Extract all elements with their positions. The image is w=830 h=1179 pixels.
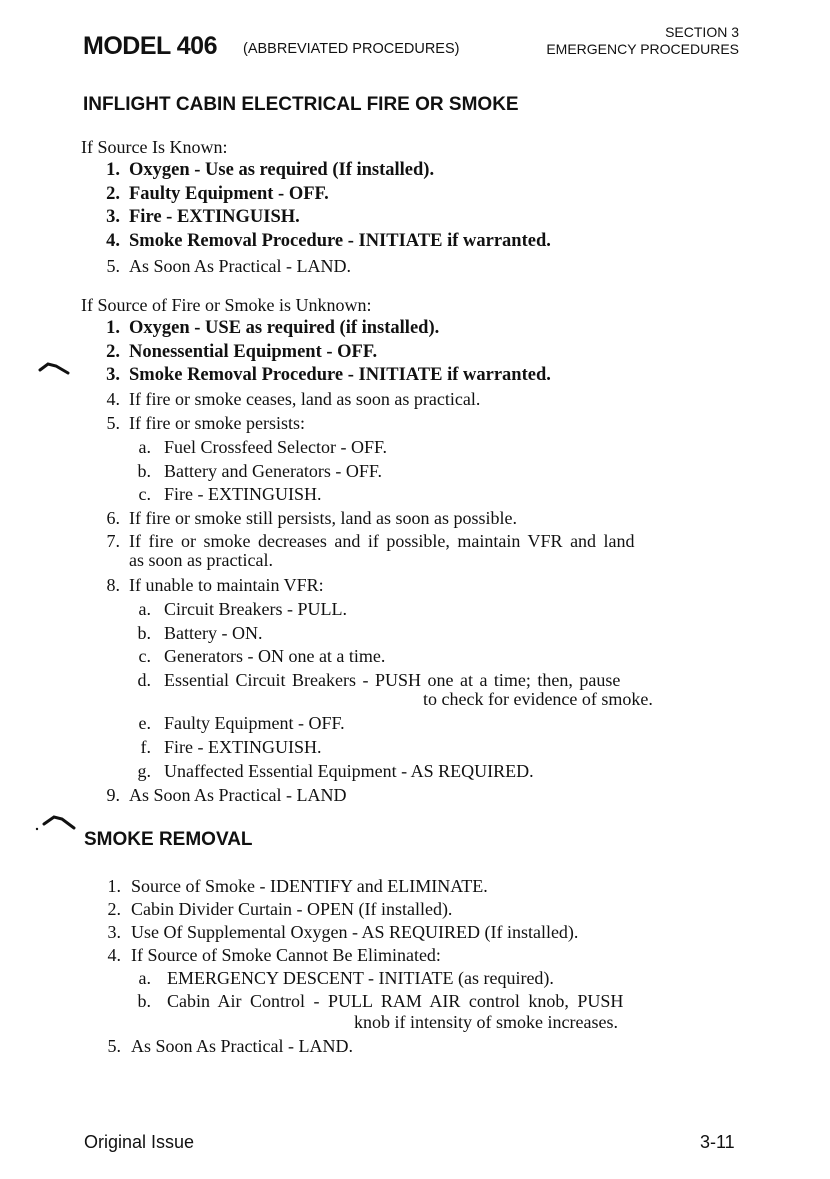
sub-step-text: Unaffected Essential Equipment - AS REQUIRED.: [164, 761, 534, 781]
sub-step-text-continued: knob if intensity of smoke increases.: [354, 1012, 618, 1032]
step-number: 6.: [106, 508, 120, 528]
step-text: If fire or smoke still persists, land as soon as possible.: [129, 508, 517, 528]
step-number: 2.: [106, 342, 120, 362]
model-title: MODEL 406: [83, 32, 217, 60]
step-number: 1.: [106, 160, 120, 180]
step-text: As Soon As Practical - LAND.: [131, 1036, 353, 1056]
step-number: 8.: [106, 575, 120, 595]
sub-step-letter: d.: [137, 670, 151, 690]
step-text: If fire or smoke decreases and if possible, maintain VFR and land: [129, 531, 635, 551]
section-number: SECTION 3: [665, 24, 739, 40]
sub-step-letter: b.: [137, 991, 151, 1011]
sub-step-letter: c.: [138, 646, 151, 666]
revision-mark-icon: [32, 810, 80, 832]
step-text: Cabin Divider Curtain - OPEN (If installed).: [131, 899, 453, 919]
section-title: EMERGENCY PROCEDURES: [546, 41, 739, 57]
sub-step-text: Battery - ON.: [164, 623, 263, 643]
step-text: If unable to maintain VFR:: [129, 575, 324, 595]
step-number: 9.: [106, 785, 120, 805]
step-number: 4.: [107, 945, 121, 965]
step-text: Oxygen - Use as required (If installed).: [129, 160, 435, 180]
step-text: Nonessential Equipment - OFF.: [129, 342, 378, 362]
step-number: 7.: [106, 531, 120, 551]
sub-step-letter: g.: [137, 761, 151, 781]
step-text: If Source of Smoke Cannot Be Eliminated:: [131, 945, 441, 965]
step-text: As Soon As Practical - LAND.: [129, 256, 351, 276]
revision-mark-icon: [38, 360, 78, 382]
known-intro: If Source Is Known:: [81, 137, 228, 157]
section-header: [546, 24, 739, 58]
footer-issue: Original Issue: [84, 1132, 195, 1152]
step-number: 3.: [106, 365, 120, 385]
step-text: If fire or smoke ceases, land as soon as practical.: [129, 389, 481, 409]
step-number: 5.: [107, 1036, 121, 1056]
step-text-continued: as soon as practical.: [129, 550, 273, 570]
sub-step-text: Cabin Air Control - PULL RAM AIR control knob, PUSH: [167, 991, 624, 1011]
sub-step-text: Fuel Crossfeed Selector - OFF.: [164, 437, 388, 457]
abbreviated-procedures-label: (ABBREVIATED PROCEDURES): [243, 41, 460, 57]
sub-step-letter: b.: [137, 623, 151, 643]
sub-step-letter: f.: [140, 737, 151, 757]
sub-step-letter: b.: [137, 461, 151, 481]
sub-step-text: Faulty Equipment - OFF.: [164, 713, 345, 733]
unknown-intro: If Source of Fire or Smoke is Unknown:: [81, 295, 372, 315]
step-number: 5.: [106, 413, 120, 433]
sub-step-letter: a.: [138, 599, 151, 619]
sub-step-text: Fire - EXTINGUISH.: [164, 737, 322, 757]
step-text: Faulty Equipment - OFF.: [129, 184, 329, 204]
sub-step-text: EMERGENCY DESCENT - INITIATE (as required).: [167, 968, 554, 988]
step-text: Source of Smoke - IDENTIFY and ELIMINATE.: [131, 876, 488, 896]
sub-step-letter: a.: [138, 437, 151, 457]
step-text: Smoke Removal Procedure - INITIATE if warranted.: [129, 231, 551, 251]
sub-step-text-continued: to check for evidence of smoke.: [423, 689, 653, 709]
step-number: 3.: [107, 922, 121, 942]
step-text: As Soon As Practical - LAND: [129, 785, 347, 805]
sub-step-letter: c.: [138, 484, 151, 504]
step-text: If fire or smoke persists:: [129, 413, 305, 433]
fire-procedure-title: INFLIGHT CABIN ELECTRICAL FIRE OR SMOKE: [83, 94, 519, 115]
step-number: 4.: [106, 389, 120, 409]
step-number: 4.: [106, 231, 120, 251]
step-number: 1.: [106, 318, 120, 338]
step-text: Use Of Supplemental Oxygen - AS REQUIRED (If installed).: [131, 922, 579, 942]
sub-step-text: Fire - EXTINGUISH.: [164, 484, 322, 504]
page-number: 3-11: [700, 1132, 735, 1152]
sub-step-text: Essential Circuit Breakers - PUSH one at a time; then, pause: [164, 670, 621, 690]
step-number: 3.: [106, 207, 120, 227]
step-text: Smoke Removal Procedure - INITIATE if warranted.: [129, 365, 551, 385]
smoke-removal-title: SMOKE REMOVAL: [84, 829, 253, 850]
step-text: Fire - EXTINGUISH.: [129, 207, 300, 227]
step-number: 5.: [106, 256, 120, 276]
sub-step-text: Battery and Generators - OFF.: [164, 461, 383, 481]
sub-step-letter: e.: [138, 713, 151, 733]
sub-step-letter: a.: [138, 968, 151, 988]
step-number: 2.: [106, 184, 120, 204]
step-text: Oxygen - USE as required (if installed).: [129, 318, 440, 338]
step-number: 1.: [107, 876, 121, 896]
sub-step-text: Generators - ON one at a time.: [164, 646, 386, 666]
sub-step-text: Circuit Breakers - PULL.: [164, 599, 347, 619]
step-number: 2.: [107, 899, 121, 919]
